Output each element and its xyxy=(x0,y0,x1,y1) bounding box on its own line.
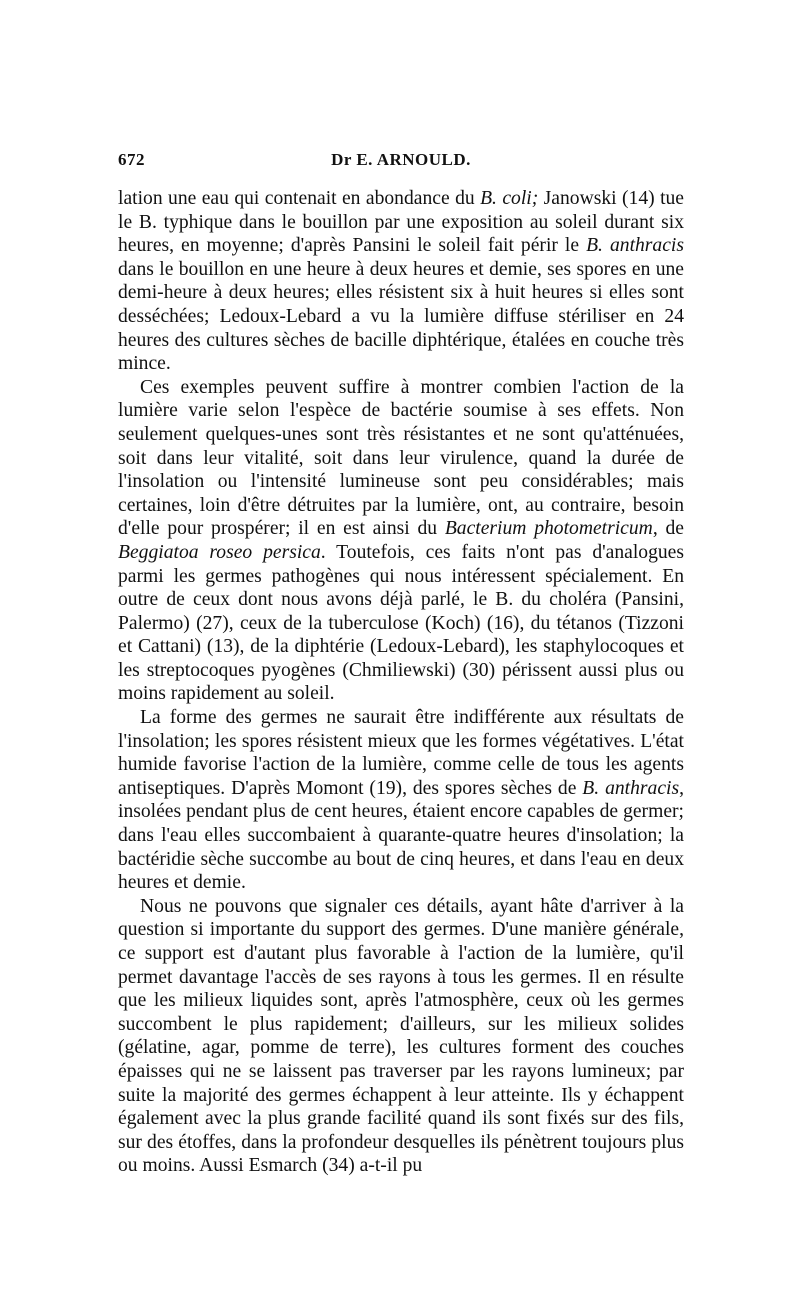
text-run: Ces exemples peuvent suffire à montrer combien l'action de la lumière varie selon l'espèce de bactérie soumise à ses effets. Non seulement quelques-unes sont très résistantes et ne sont qu'atténuées, soit dans leur vitalité, soit dans leur virulence, quand la durée de l'insolation ou l'intensité lumineuse sont peu considérables; mais certaines, loin d'être détruites par la lumière, ont, au contraire, besoin d'elle pour prospérer; il en est ainsi du xyxy=(118,376,684,540)
paragraph xyxy=(118,376,684,706)
text-run: , de xyxy=(652,518,684,540)
paragraph xyxy=(118,895,684,1178)
italic-text: B. anthracis xyxy=(582,777,680,799)
text-run: , insolées pendant plus de cent heures, étaient encore capables de germer; dans l'eau elles succombaient à quarante-quatre heures d'insolation; la bactéridie sèche succombe au bout de cinq heures, et dans l'eau en deux heures et demie. xyxy=(118,777,684,894)
text-run: . Toutefois, ces faits n'ont pas d'analogues parmi les germes pathogènes qui nous intéressent spécialement. En outre de ceux dont nous avons déjà parlé, le B. du choléra (Pansini, Palermo) (27), ceux de la tuberculose (Koch) (16), du tétanos (Tizzoni et Cattani) (13), de la diphtérie (Ledoux-Lebard), les staphylocoques et les streptocoques pyogènes (Chmiliewski) (30) périssent aussi plus ou moins rapidement au soleil. xyxy=(118,541,684,705)
page-number: 672 xyxy=(118,150,145,169)
body-text xyxy=(118,187,684,1178)
text-run: dans le bouillon en une heure à deux heures et demie, ses spores en une demi-heure à deux heures; elles résistent six à huit heures si elles sont desséchées; Ledoux-Lebard a vu la lumière diffuse stériliser en 24 heures des cultures sèches de bacille diphtérique, étalées en couche très mince. xyxy=(118,258,684,375)
italic-text: Beggiatoa roseo persica xyxy=(118,541,321,563)
text-run: Janowski (14) tue le B. typhique dans le bouillon par une exposition au soleil durant six heures, en moyenne; d'après Pansini le soleil fait périr le xyxy=(118,188,685,257)
text-run: Nous ne pouvons que signaler ces détails, ayant hâte d'arriver à la question si importante du support des germes. D'une manière générale, ce support est d'autant plus favorable à l'action de la lumière, qu'il permet davantage l'accès de ses rayons à tous les germes. Il en résulte que les milieux liquides sont, après l'atmosphère, ceux où les germes succombent le plus rapidement; d'ailleurs, sur les milieux solides (gélatine, agar, pomme de terre), les cultures forment des couches épaisses qui ne se laissent pas traverser par les rayons lumineux; par suite la majorité des germes échappent à leur atteinte. Ils y échappent également avec la plus grande facilité quand ils sont fixés sur des fils, sur des étoffes, dans la profondeur desquelles ils pénètrent toujours plus ou moins. Aussi Esmarch (34) a-t-il pu xyxy=(118,895,684,1177)
paragraph xyxy=(118,187,684,376)
text-run: La forme des germes ne saurait être indifférente aux résultats de l'insolation; les spores résistent mieux que les formes végétatives. L'état humide favorise l'action de la lumière, comme celle de tous les agents antiseptiques. D'après Momont (19), des spores sèches de xyxy=(118,707,684,799)
italic-text: Bacterium photometricum xyxy=(444,518,653,540)
paragraph xyxy=(118,706,684,895)
book-page xyxy=(118,150,684,1178)
page-header xyxy=(118,150,684,172)
italic-text: B. coli; xyxy=(480,188,539,209)
text-run: lation une eau qui contenait en abondance du xyxy=(118,188,481,209)
italic-text: B. anthracis xyxy=(586,235,684,257)
running-head: Dr E. ARNOULD. xyxy=(331,150,471,169)
